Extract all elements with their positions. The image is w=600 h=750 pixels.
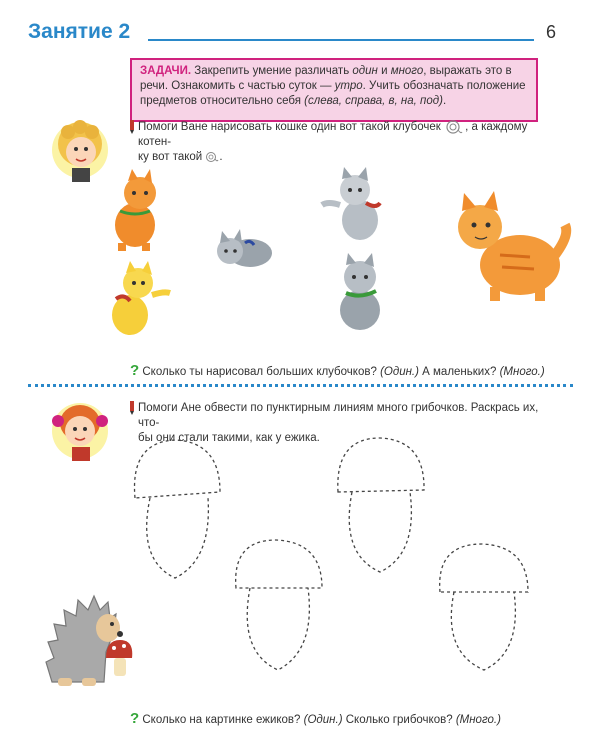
dotted-mushroom-1 — [135, 440, 221, 578]
tasks-text: . — [442, 95, 447, 107]
instruction-text: , а каждому котен- — [138, 121, 528, 149]
instruction-text: Помоги Ване нарисовать кошке один вот такой клубочек — [138, 121, 441, 134]
question-mark-icon: ? — [130, 710, 140, 727]
tasks-text-italic: утро — [334, 80, 363, 92]
tasks-text-italic: один — [352, 65, 378, 77]
instruction-text: Помоги Ане обвести по пунктирным линиям много грибочков. Раскрась их, что- — [138, 402, 539, 429]
tasks-text: и — [377, 65, 391, 77]
instruction-dot: . — [219, 151, 223, 164]
instruction-text: бы они стали такими, как у ежика. — [138, 432, 320, 444]
dotted-mushroom-2 — [338, 438, 424, 572]
exercise2-question — [130, 710, 570, 727]
answer-text: (Один.) — [380, 366, 419, 378]
tasks-text: , выражать это в речи. Ознакомить с частью суток — — [140, 65, 512, 92]
tasks-text-italic: (слева, справа, в, на, под) — [304, 95, 443, 107]
question-text: Сколько ты нарисовал больших клубочков? — [142, 366, 377, 378]
question-text: Сколько на картинке ежиков? — [142, 714, 301, 726]
instruction-text: ку вот такой — [138, 151, 203, 164]
page-number: 6 — [546, 22, 557, 42]
answer-text: (Много.) — [499, 366, 545, 378]
dotted-mushroom-4 — [440, 544, 528, 670]
question-text: Сколько грибочков? — [345, 714, 453, 726]
hedgehog-illustration — [44, 592, 134, 692]
answer-text: (Много.) — [455, 714, 501, 726]
dotted-mushroom-3 — [236, 540, 322, 670]
tasks-text: . Учить обозначать положение предметов относительно себя — [140, 80, 526, 107]
question-text: А маленьких? — [422, 366, 497, 378]
lesson-title: Занятие 2 — [28, 20, 131, 43]
tasks-label: ЗАДАЧИ. — [140, 65, 192, 77]
question-mark-icon: ? — [130, 362, 140, 379]
tasks-text: Закрепить умение различать — [191, 65, 353, 77]
tasks-text-italic: много — [390, 65, 424, 77]
answer-text: (Один.) — [303, 714, 343, 726]
